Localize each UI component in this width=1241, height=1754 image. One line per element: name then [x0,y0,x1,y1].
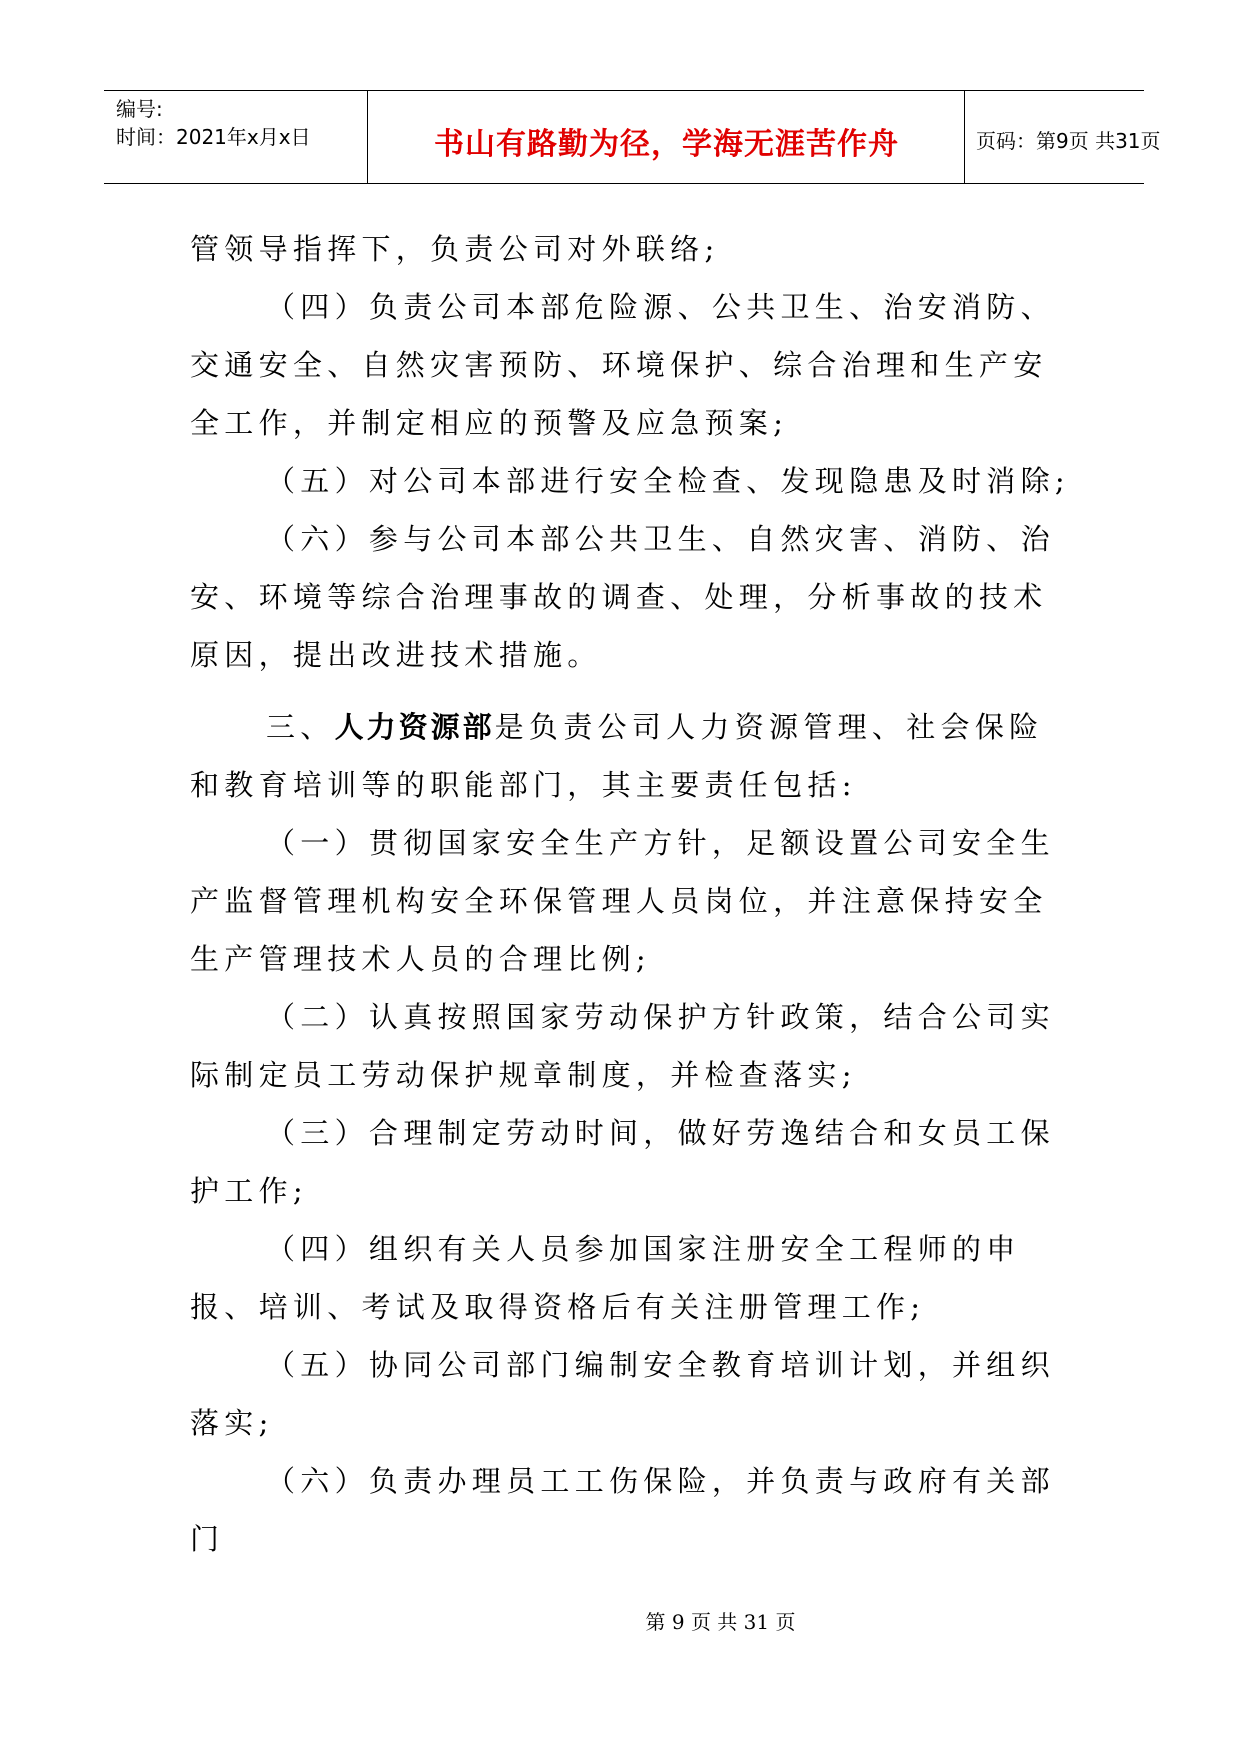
section-number: 三、 [266,710,335,744]
section-heading-paragraph [190,698,1070,814]
paragraph: （一）贯彻国家安全生产方针，足额设置公司安全生产监督管理机构安全环保管理人员岗位，并注意保持安全生产管理技术人员的合理比例; [190,826,1055,976]
header-page-number: 页码：第9页 共31页 [976,129,1161,153]
header-meta-cell [104,91,368,183]
paragraph: （五）对公司本部进行安全检查、发现隐患及时消除; [266,464,1070,498]
paragraph: （五）协同公司部门编制安全教育培训计划，并组织落实; [190,1348,1055,1440]
section-description: 是负责公司人力资源管理、社会保险和教育培训等的职能部门，其主要责任包括: [190,710,1044,802]
paragraph: （六）参与公司本部公共卫生、自然灾害、消防、治安、环境等综合治理事故的调查、处理，分析事故的技术原因，提出改进技术措施。 [190,522,1055,672]
header-motto-cell [369,91,965,183]
page-header [104,90,1161,184]
document-time-label: 时间：2021年x月x日 [116,125,311,149]
paragraph: （四）组织有关人员参加国家注册安全工程师的申报、培训、考试及取得资格后有关注册管理工作; [190,1232,1021,1324]
header-motto: 书山有路勤为径，学海无涯苦作舟 [434,127,899,162]
paragraph: （三）合理制定劳动时间，做好劳逸结合和女员工保护工作; [190,1116,1055,1208]
page-footer: 第 9 页 共 31 页 [645,1610,796,1634]
document-number-label: 编号: [116,97,163,121]
header-page-cell [966,91,1161,183]
document-body [190,220,1070,1568]
paragraph: （二）认真按照国家劳动保护方针政策，结合公司实际制定员工劳动保护规章制度，并检查落实; [190,1000,1055,1092]
paragraph: 管领导指挥下，负责公司对外联络; [190,232,720,266]
paragraph: （六）负责办理员工工伤保险，并负责与政府有关部门 [190,1464,1055,1556]
department-name: 人力资源部 [334,710,495,744]
paragraph: （四）负责公司本部危险源、公共卫生、治安消防、交通安全、自然灾害预防、环境保护、综合治理和生产安全工作，并制定相应的预警及应急预案; [190,290,1055,440]
